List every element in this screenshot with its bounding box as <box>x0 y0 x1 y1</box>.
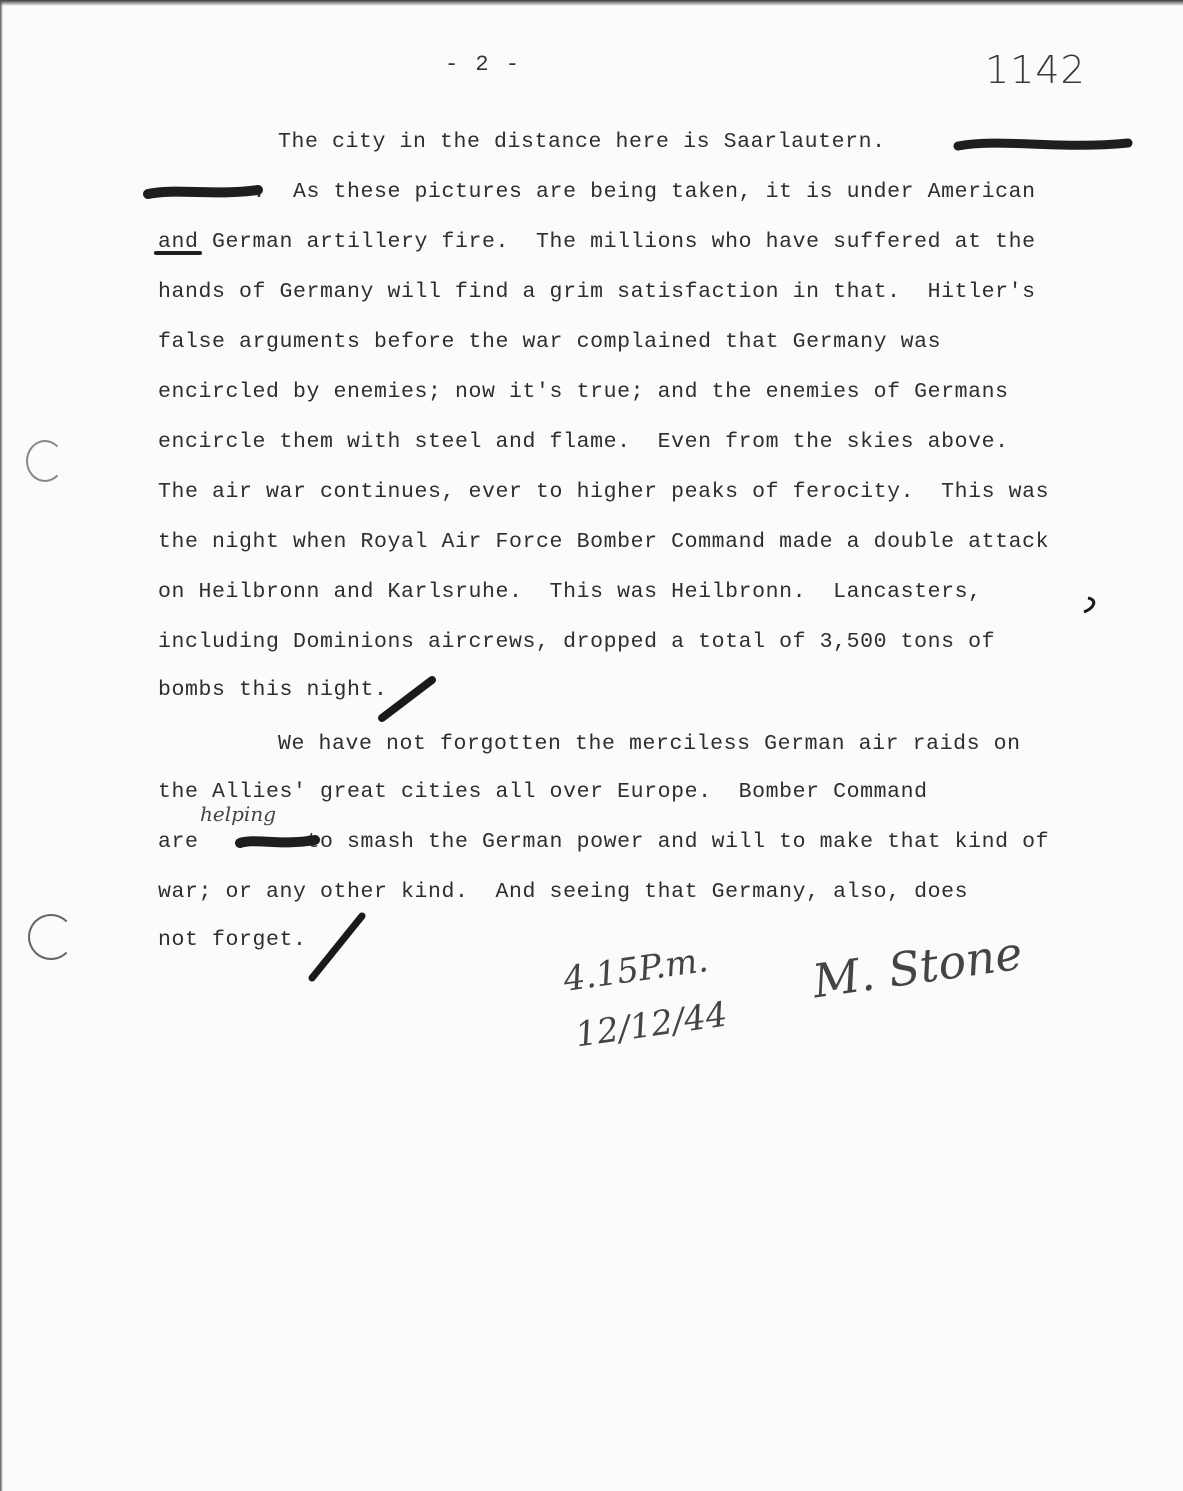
text-line: including Dominions aircrews, dropped a total of 3,500 tons of <box>158 630 996 654</box>
comma-mark <box>1084 598 1094 612</box>
text-line: war; or any other kind. And seeing that Germany, also, does <box>158 880 969 904</box>
text-line: are to smash the German power and will to make that kind of <box>158 830 1050 854</box>
text-line: The city in the distance here is Saarlautern. <box>278 130 886 154</box>
handwritten-date: 12/12/44 <box>572 994 730 1056</box>
slash-mark-1 <box>382 680 432 718</box>
redaction-strike-3 <box>240 840 315 843</box>
text-line: encircle them with steel and flame. Even from the skies above. <box>158 430 1009 454</box>
archive-number: 1142 <box>985 48 1086 92</box>
handwritten-signature: M. Stone <box>809 925 1026 1009</box>
text-line: bombs this night. <box>158 678 388 702</box>
text-line: not forget. <box>158 928 307 952</box>
handwritten-time: 4.15P.m. <box>560 940 711 1000</box>
punch-hole-mark <box>28 914 74 960</box>
text-line: . As these pictures are being taken, it is under American <box>158 180 1036 204</box>
text-line: on Heilbronn and Karlsruhe. This was Heilbronn. Lancasters, <box>158 580 982 604</box>
text-line: the Allies' great cities all over Europe. Bomber Command <box>158 780 928 804</box>
text-line: hands of Germany will find a grim satisfaction in that. Hitler's <box>158 280 1036 304</box>
redaction-strike-2 <box>148 190 258 194</box>
text-line: the night when Royal Air Force Bomber Command made a double attack <box>158 530 1050 554</box>
text-line: We have not forgotten the merciless German air raids on <box>278 732 1021 756</box>
text-line: and German artillery fire. The millions who have suffered at the <box>158 230 1036 254</box>
redaction-strike-1 <box>958 143 1128 146</box>
page-number: - 2 - <box>445 52 522 77</box>
text-line: false arguments before the war complained that Germany was <box>158 330 942 354</box>
punch-hole-mark <box>26 440 64 482</box>
handwritten-insertion: helping <box>200 802 276 826</box>
text-line: The air war continues, ever to higher peaks of ferocity. This was <box>158 480 1050 504</box>
text-line: encircled by enemies; now it's true; and the enemies of Germans <box>158 380 1009 404</box>
slash-mark-2 <box>312 916 362 978</box>
